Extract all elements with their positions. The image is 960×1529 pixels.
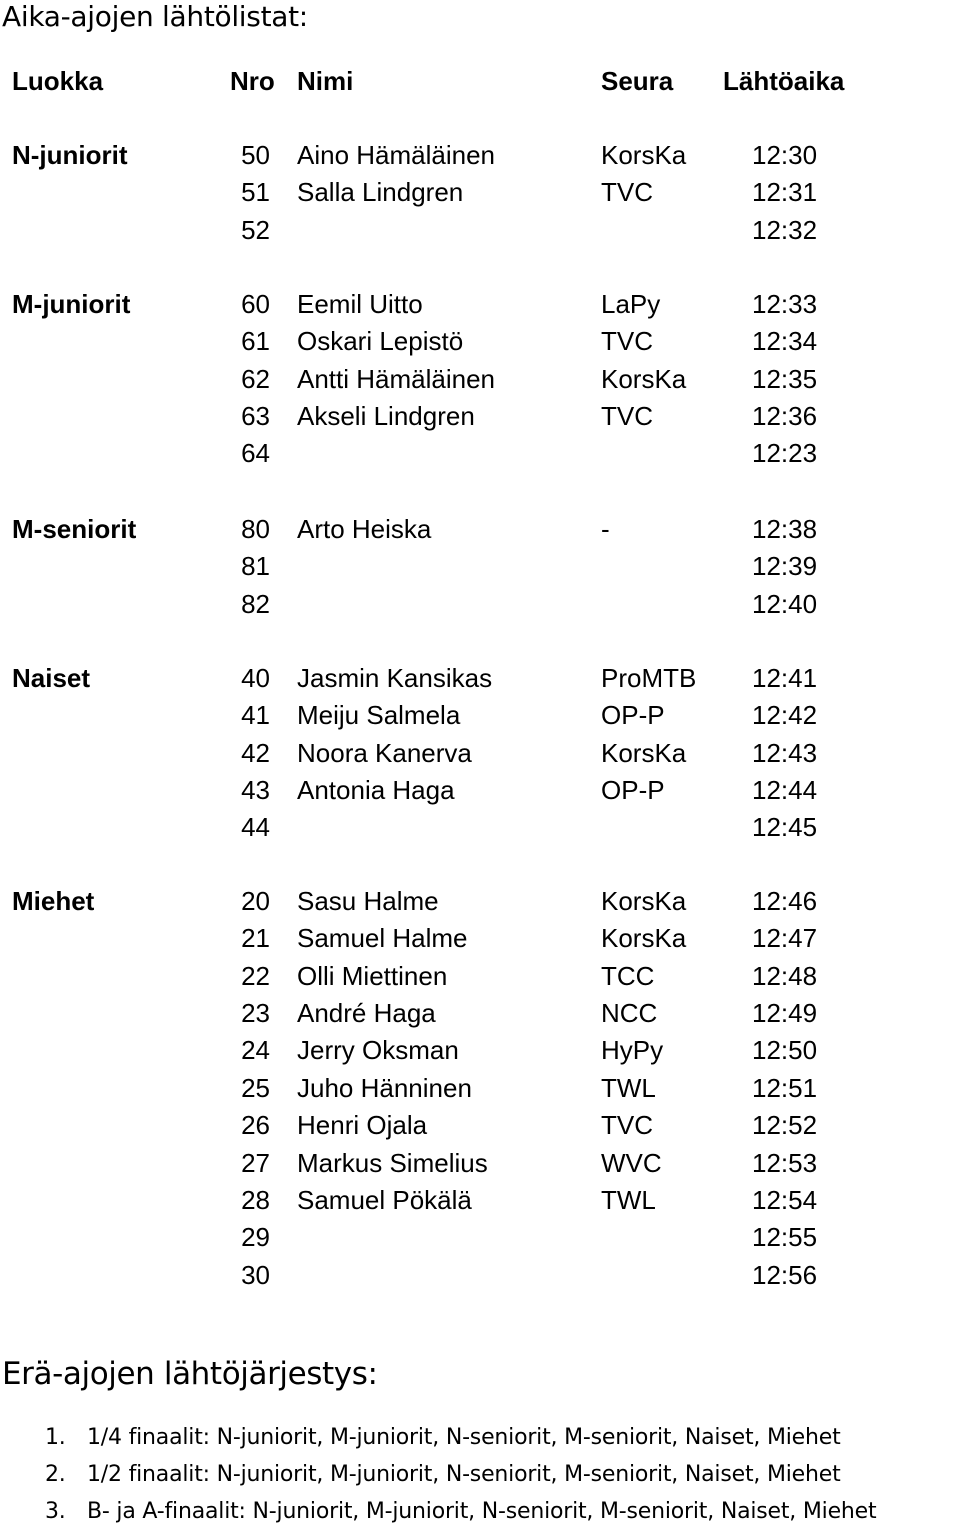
time-cell: 12:36 xyxy=(752,401,818,432)
time-cell: 12:46 xyxy=(752,886,818,916)
class-cell: M-juniorit xyxy=(12,289,131,319)
nro-cell: 24 xyxy=(241,1035,270,1066)
club-cell: TVC xyxy=(601,1110,653,1141)
time-cell: 12:34 xyxy=(752,326,818,357)
name-cell: Arto Heiska xyxy=(297,514,432,544)
name-cell: Olli Miettinen xyxy=(297,960,448,991)
name-cell: André Haga xyxy=(297,998,436,1028)
column-header-time: Lähtöaika xyxy=(723,66,845,96)
column-header-class: Luokka xyxy=(12,66,104,96)
nro-cell: 60 xyxy=(241,289,270,319)
table-row xyxy=(0,137,960,173)
nro-cell: 30 xyxy=(241,1259,270,1290)
nro-cell: 43 xyxy=(241,775,270,805)
time-cell: 12:42 xyxy=(752,700,818,731)
table-row xyxy=(0,1032,960,1068)
class-cell: Miehet xyxy=(12,886,95,916)
nro-cell: 62 xyxy=(241,363,270,394)
time-cell: 12:47 xyxy=(752,923,818,954)
heat-text: 1/4 finaalit: N-juniorit, M-juniorit, N-seniorit, M-seniorit, Naiset, Miehet xyxy=(87,1425,841,1450)
table-row xyxy=(0,398,960,434)
table-row xyxy=(0,361,960,397)
table-row xyxy=(0,995,960,1031)
class-cell: Naiset xyxy=(12,663,91,693)
table-row xyxy=(0,660,960,696)
club-cell: NCC xyxy=(601,998,658,1028)
table-row xyxy=(0,435,960,471)
nro-cell: 25 xyxy=(241,1072,270,1103)
heat-number: 2. xyxy=(45,1462,66,1487)
club-cell: OP-P xyxy=(601,700,665,731)
table-row xyxy=(0,174,960,210)
name-cell: Antonia Haga xyxy=(297,775,455,805)
table-row xyxy=(0,1145,960,1181)
name-cell: Sasu Halme xyxy=(297,886,439,916)
table-row xyxy=(0,958,960,994)
table-row xyxy=(0,883,960,919)
name-cell: Antti Hämäläinen xyxy=(297,363,495,394)
name-cell: Salla Lindgren xyxy=(297,177,464,208)
table-row xyxy=(0,511,960,547)
class-cell: M-seniorit xyxy=(12,514,137,544)
nro-cell: 80 xyxy=(241,514,270,544)
name-cell: Markus Simelius xyxy=(297,1147,488,1178)
time-cell: 12:32 xyxy=(752,214,818,245)
time-cell: 12:55 xyxy=(752,1222,818,1253)
table-row xyxy=(0,212,960,248)
table-row xyxy=(0,548,960,584)
heat-item xyxy=(45,1421,841,1455)
heat-number: 3. xyxy=(45,1499,66,1524)
nro-cell: 81 xyxy=(241,551,270,582)
club-cell: TVC xyxy=(601,401,653,432)
page-title: Aika-ajojen lähtölistat: xyxy=(2,0,308,33)
time-cell: 12:38 xyxy=(752,514,818,544)
nro-cell: 64 xyxy=(241,438,270,469)
table-row xyxy=(0,735,960,771)
name-cell: Aino Hämäläinen xyxy=(297,140,496,170)
club-cell: TVC xyxy=(601,177,653,208)
time-cell: 12:56 xyxy=(752,1259,818,1290)
nro-cell: 20 xyxy=(241,886,270,916)
name-cell: Oskari Lepistö xyxy=(297,326,464,357)
nro-cell: 42 xyxy=(241,737,270,768)
heat-text: 1/2 finaalit: N-juniorit, M-juniorit, N-seniorit, M-seniorit, Naiset, Miehet xyxy=(87,1462,841,1487)
column-header-name: Nimi xyxy=(297,66,354,96)
name-cell: Eemil Uitto xyxy=(297,289,423,319)
nro-cell: 44 xyxy=(241,812,270,843)
nro-cell: 26 xyxy=(241,1110,270,1141)
club-cell: TWL xyxy=(601,1072,656,1103)
table-row xyxy=(0,586,960,622)
club-cell: LaPy xyxy=(601,289,661,319)
nro-cell: 21 xyxy=(241,923,270,954)
name-cell: Jasmin Kansikas xyxy=(297,663,493,693)
table-row xyxy=(0,1107,960,1143)
table-row xyxy=(0,1219,960,1255)
time-cell: 12:50 xyxy=(752,1035,818,1066)
nro-cell: 61 xyxy=(241,326,270,357)
time-cell: 12:41 xyxy=(752,663,818,693)
nro-cell: 22 xyxy=(241,960,270,991)
time-cell: 12:54 xyxy=(752,1184,818,1215)
club-cell: KorsKa xyxy=(601,886,687,916)
name-cell: Noora Kanerva xyxy=(297,737,472,768)
column-header-nro: Nro xyxy=(230,66,275,96)
nro-cell: 50 xyxy=(241,140,270,170)
time-cell: 12:45 xyxy=(752,812,818,843)
time-cell: 12:30 xyxy=(752,140,818,170)
name-cell: Meiju Salmela xyxy=(297,700,461,731)
club-cell: TWL xyxy=(601,1184,656,1215)
club-cell: OP-P xyxy=(601,775,665,805)
nro-cell: 23 xyxy=(241,998,270,1028)
heat-text: B- ja A-finaalit: N-juniorit, M-juniorit, N-seniorit, M-seniorit, Naiset, Miehet xyxy=(87,1499,877,1524)
table-row xyxy=(0,286,960,322)
time-cell: 12:52 xyxy=(752,1110,818,1141)
club-cell: KorsKa xyxy=(601,923,687,954)
club-cell: TCC xyxy=(601,960,655,991)
heat-item xyxy=(45,1458,841,1492)
table-row xyxy=(0,772,960,808)
nro-cell: 28 xyxy=(241,1184,270,1215)
club-cell: KorsKa xyxy=(601,737,687,768)
nro-cell: 63 xyxy=(241,401,270,432)
nro-cell: 41 xyxy=(241,700,270,731)
time-cell: 12:35 xyxy=(752,363,818,394)
name-cell: Samuel Halme xyxy=(297,923,468,954)
name-cell: Henri Ojala xyxy=(297,1110,428,1141)
time-cell: 12:33 xyxy=(752,289,818,319)
table-row xyxy=(0,323,960,359)
table-row xyxy=(0,809,960,845)
heats-title: Erä-ajojen lähtöjärjestys: xyxy=(2,1356,378,1392)
time-cell: 12:49 xyxy=(752,998,818,1028)
name-cell: Samuel Pökälä xyxy=(297,1184,472,1215)
nro-cell: 40 xyxy=(241,663,270,693)
club-cell: KorsKa xyxy=(601,363,687,394)
name-cell: Akseli Lindgren xyxy=(297,401,475,432)
name-cell: Jerry Oksman xyxy=(297,1035,459,1066)
table-row xyxy=(0,1182,960,1218)
club-cell: KorsKa xyxy=(601,140,687,170)
table-row xyxy=(0,697,960,733)
time-cell: 12:40 xyxy=(752,588,818,619)
table-row xyxy=(0,1257,960,1293)
club-cell: ProMTB xyxy=(601,663,697,693)
nro-cell: 82 xyxy=(241,588,270,619)
nro-cell: 52 xyxy=(241,214,270,245)
table-row xyxy=(0,1070,960,1106)
time-cell: 12:53 xyxy=(752,1147,818,1178)
nro-cell: 29 xyxy=(241,1222,270,1253)
class-cell: N-juniorit xyxy=(12,140,128,170)
heat-item xyxy=(45,1495,876,1529)
heat-number: 1. xyxy=(45,1425,66,1450)
time-cell: 12:39 xyxy=(752,551,818,582)
name-cell: Juho Hänninen xyxy=(297,1072,472,1103)
club-cell: WVC xyxy=(601,1147,662,1178)
club-cell: TVC xyxy=(601,326,653,357)
time-cell: 12:43 xyxy=(752,737,818,768)
time-cell: 12:44 xyxy=(752,775,818,805)
table-row xyxy=(0,920,960,956)
nro-cell: 27 xyxy=(241,1147,270,1178)
club-cell: HyPy xyxy=(601,1035,664,1066)
club-cell: - xyxy=(601,514,610,544)
nro-cell: 51 xyxy=(241,177,270,208)
time-cell: 12:31 xyxy=(752,177,818,208)
time-cell: 12:51 xyxy=(752,1072,818,1103)
time-cell: 12:48 xyxy=(752,960,818,991)
column-header-club: Seura xyxy=(601,66,674,96)
time-cell: 12:23 xyxy=(752,438,818,469)
